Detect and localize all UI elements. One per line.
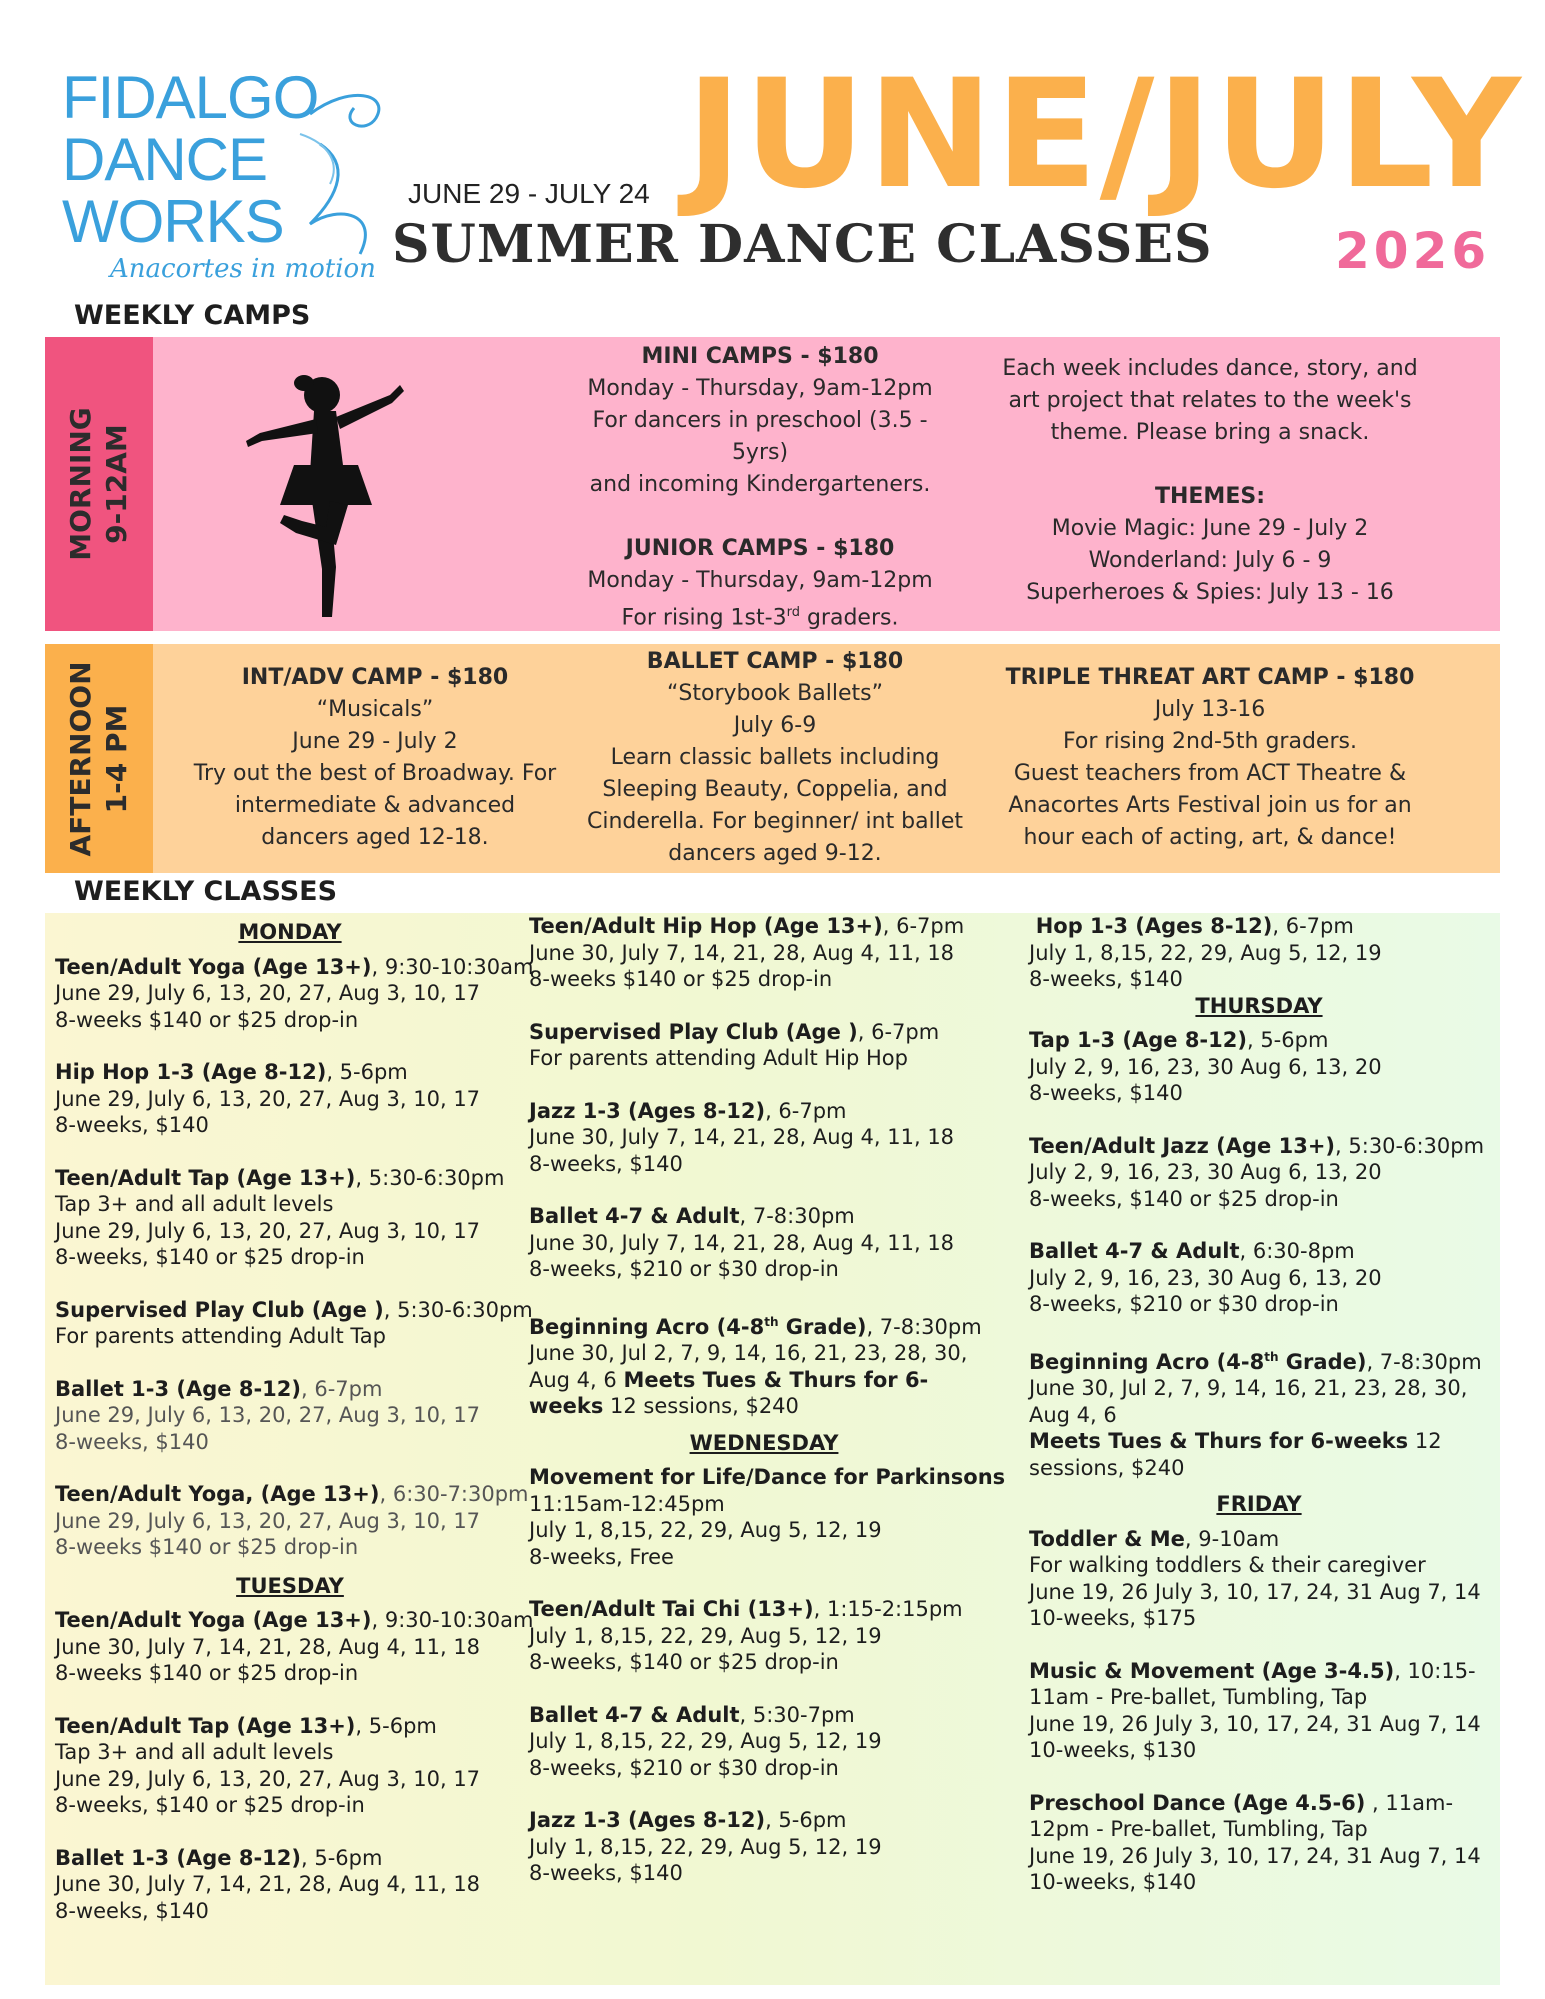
class-detail: July 1, 8,15, 22, 29, Aug 5, 12, 19 [529, 1518, 882, 1542]
class-time: , 6:30-8pm [1239, 1239, 1355, 1263]
class-detail: June 19, 26 July 3, 10, 17, 24, 31 Aug 7, 14 [1029, 1711, 1481, 1736]
class-time: , 5-6pm [765, 1808, 847, 1832]
logo-line-2: DANCE [62, 126, 268, 193]
class-time: , 7-8:30pm [739, 1204, 855, 1228]
day-heading-wednesday: WEDNESDAY [689, 1430, 839, 1455]
class-detail: June 29, July 6, 13, 20, 27, Aug 3, 10, 17 [55, 1086, 481, 1111]
class-detail: Tap 3+ and all adult levels [55, 1740, 334, 1764]
mini-camps-block [565, 341, 955, 634]
class-time: , 6-7pm [301, 1376, 383, 1401]
tuesday-list-a [55, 1607, 534, 1924]
class-detail: June 29, July 6, 13, 20, 27, Aug 3, 10, 17 [55, 1218, 481, 1243]
class-title: Ballet 4-7 & Adult [1029, 1239, 1240, 1263]
class-title: Movement for Life/Dance for Parkinsons [529, 1465, 1006, 1489]
class-detail: 8-weeks, $140 [529, 1151, 683, 1176]
class-entry [55, 1059, 525, 1139]
class-detail: 8-weeks, $140 [55, 1898, 209, 1923]
class-entry [55, 1376, 525, 1456]
monday-list [55, 954, 534, 1561]
logo-line-1: FIDALGO [62, 64, 319, 131]
class-title: Toddler & Me [1029, 1526, 1185, 1551]
class-entry: Beginning Acro (4-8th Grade), 7-8:30pm June 30, Jul 2, 7, 9, 14, 16, 21, 23, 28, 30, Aug 4, 6 Meets Tues & Thurs for 6-weeks 12 sessions, $240 [1029, 1349, 1482, 1480]
class-time: , 5-6pm [326, 1060, 408, 1084]
camp-line: Cinderella. For beginner/ int ballet [586, 809, 964, 834]
class-title: Jazz 1-3 (Ages 8-12) [529, 1098, 766, 1123]
classes-column-2 [529, 913, 1006, 1913]
class-time: , 5-6pm [355, 1713, 437, 1738]
class-detail: 10-weeks, $130 [1029, 1738, 1197, 1762]
class-entry [55, 1713, 525, 1819]
class-title: Teen/Adult Yoga, (Age 13+) [55, 1482, 380, 1506]
class-entry [529, 1464, 1006, 1570]
class-entry [1029, 1133, 1489, 1213]
camp-line: Anacortes Arts Festival join us for an [1008, 793, 1412, 818]
day-heading-tuesday: TUESDAY [236, 1573, 344, 1598]
camp-line: dancers aged 12-18. [261, 825, 489, 850]
class-detail: June 30, July 7, 14, 21, 28, Aug 4, 11, 18 [529, 940, 955, 965]
class-detail: For parents attending Adult Hip Hop [529, 1046, 908, 1070]
year: 2026 [1335, 222, 1491, 280]
ballet-camp-title: BALLET CAMP - $180 [646, 649, 904, 674]
class-title: Jazz 1-3 (Ages 8-12) [529, 1808, 766, 1832]
page-title: JUNE/JULY [686, 48, 1523, 222]
class-detail: July 2, 9, 16, 23, 30 Aug 6, 13, 20 [1029, 1160, 1382, 1184]
ballet-camp-block [575, 646, 975, 870]
theme-line: Superheroes & Spies: July 13 - 16 [1026, 580, 1394, 605]
class-title: Teen/Adult Jazz (Age 13+) [1029, 1133, 1336, 1158]
camp-line: July 6-9 [733, 713, 817, 738]
weekly-camps-heading: WEEKLY CAMPS [74, 300, 311, 331]
afternoon-side [45, 644, 153, 873]
class-time: , 10:15- [1394, 1658, 1476, 1683]
theme-line: Movie Magic: June 29 - July 2 [1051, 516, 1369, 541]
class-detail: July 1, 8,15, 22, 29, Aug 5, 12, 19 [1029, 940, 1382, 965]
tuesday-list-b [529, 913, 999, 1283]
class-detail: 10-weeks, $140 [1029, 1870, 1197, 1894]
classes-column-3 [1029, 913, 1489, 1922]
camp-line: intermediate & advanced [234, 793, 516, 818]
class-detail: 8-weeks, $210 or $30 drop-in [529, 1755, 839, 1780]
class-title: Hip Hop 1-3 (Age 8-12) [55, 1060, 327, 1084]
class-time: , 5:30-6:30pm [355, 1165, 505, 1190]
class-title: Teen/Adult Hip Hop (Age 13+) [529, 914, 883, 938]
camp-line: Learn classic ballets including [610, 745, 940, 770]
class-detail: For parents attending Adult Tap [55, 1324, 386, 1348]
class-detail: July 1, 8,15, 22, 29, Aug 5, 12, 19 [529, 1729, 882, 1753]
date-range: JUNE 29 - JULY 24 [408, 178, 650, 209]
class-time: , 6-7pm [882, 914, 965, 938]
class-time: , 5-6pm [1246, 1028, 1329, 1052]
class-detail: 8-weeks, $140 [55, 1113, 209, 1137]
thursday-list [1029, 1027, 1489, 1318]
logo [62, 64, 392, 288]
class-entry: Beginning Acro (4-8th Grade), 7-8:30pm June 30, Jul 2, 7, 9, 14, 16, 21, 23, 28, 30, Aug 4, 6 Meets Tues & Thurs for 6- weeks 12 sessions, $240 [529, 1314, 982, 1418]
class-time: , 6-7pm [1272, 914, 1354, 938]
class-detail: 8-weeks, $140 or $25 drop-in [55, 1245, 365, 1269]
class-entry [529, 1019, 999, 1072]
class-time: , 1:15-2:15pm [813, 1597, 963, 1621]
afternoon-band [45, 644, 1500, 873]
camp-line: “Storybook Ballets” [667, 681, 883, 706]
class-time: , 6:30-7:30pm [379, 1482, 529, 1506]
ballerina-silhouette-icon [240, 355, 450, 625]
junior-camps-line: For rising 1st-3rd graders. [621, 605, 899, 631]
class-entry [529, 1807, 999, 1887]
class-detail: 8-weeks, $140 [1029, 1081, 1183, 1105]
class-title: Teen/Adult Tai Chi (13+) [529, 1597, 814, 1621]
class-detail: June 30, July 7, 14, 21, 28, Aug 4, 11, 18 [529, 1125, 955, 1149]
class-entry [529, 913, 999, 993]
junior-camps-line: Monday - Thursday, 9am-12pm [587, 568, 933, 593]
weekly-classes-heading: WEEKLY CLASSES [74, 876, 338, 907]
themes-title: THEMES: [1154, 484, 1265, 509]
class-title: Ballet 1-3 (Age 8-12) [55, 1376, 302, 1401]
class-detail: 8-weeks, $140 or $25 drop-in [1029, 1186, 1339, 1211]
afternoon-label: AFTERNOON [64, 660, 97, 857]
class-detail: 8-weeks, $140 [55, 1429, 209, 1454]
class-time: , 6-7pm [765, 1098, 847, 1123]
class-entry [55, 1297, 533, 1350]
class-entry [529, 1596, 999, 1676]
camp-line: hour each of acting, art, & dance! [1023, 825, 1397, 850]
class-entry [55, 1845, 525, 1925]
class-detail: For walking toddlers & their caregiver [1029, 1553, 1426, 1577]
class-title: Ballet 4-7 & Adult [529, 1702, 740, 1727]
class-detail: 8-weeks, Free [529, 1544, 674, 1569]
class-detail: 8-weeks $140 or $25 drop-in [55, 1007, 359, 1032]
camp-line: Try out the best of Broadway. For [193, 761, 557, 786]
class-time: , 5:30-7pm [739, 1702, 855, 1727]
dancer-swirl-icon [280, 74, 398, 264]
page-subtitle: SUMMER DANCE CLASSES [392, 214, 1213, 275]
class-entry [55, 1607, 534, 1687]
class-detail: July 2, 9, 16, 23, 30 Aug 6, 13, 20 [1029, 1054, 1382, 1079]
class-detail: 8-weeks, $210 or $30 drop-in [529, 1257, 839, 1281]
class-title: Teen/Adult Tap (Age 13+) [55, 1165, 356, 1190]
weekly-classes-panel [45, 913, 1500, 1985]
class-title: Hop 1-3 (Ages 8-12) [1035, 914, 1273, 938]
class-time: , 9-10am [1184, 1526, 1280, 1551]
class-title: Teen/Adult Yoga (Age 13+) [55, 1608, 372, 1632]
class-detail: 12pm - Pre-ballet, Tumbling, Tap [1029, 1817, 1368, 1841]
class-title: Ballet 1-3 (Age 8-12) [55, 1845, 302, 1870]
class-detail: July 1, 8,15, 22, 29, Aug 5, 12, 19 [529, 1623, 882, 1648]
class-detail: 8-weeks $140 or $25 drop-in [55, 1535, 359, 1559]
morning-hours: 9-12AM [100, 424, 133, 544]
class-entry [55, 1165, 525, 1271]
class-entry [529, 1203, 999, 1283]
day-heading-monday: MONDAY [238, 920, 342, 944]
mini-camps-line: and incoming Kindergarteners. [589, 472, 931, 497]
class-title: Supervised Play Club (Age ) [529, 1019, 858, 1044]
class-detail: June 29, July 6, 13, 20, 27, Aug 3, 10, 17 [55, 1508, 481, 1533]
class-entry [1029, 1238, 1489, 1318]
class-detail: July 2, 9, 16, 23, 30 Aug 6, 13, 20 [1029, 1265, 1382, 1290]
class-detail: June 29, July 6, 13, 20, 27, Aug 3, 10, 17 [55, 1403, 481, 1427]
camp-line: “Musicals” [316, 697, 434, 722]
class-detail: 11:15am-12:45pm [529, 1491, 725, 1516]
class-entry [55, 1481, 529, 1561]
class-entry [1029, 1658, 1489, 1764]
classes-column-1 [55, 913, 534, 1950]
class-title: Tap 1-3 (Age 8-12) [1029, 1028, 1247, 1052]
class-detail: Tap 3+ and all adult levels [55, 1192, 334, 1216]
class-entry [1029, 1790, 1489, 1896]
mini-camps-line: For dancers in preschool (3.5 - 5yrs) [592, 408, 928, 465]
class-time: , 9:30-10:30am [371, 954, 534, 979]
class-time: , 11am- [1365, 1790, 1454, 1815]
camp-line: June 29 - July 2 [292, 729, 458, 754]
class-detail: June 19, 26 July 3, 10, 17, 24, 31 Aug 7, 14 [1029, 1843, 1481, 1868]
morning-band [45, 337, 1500, 631]
class-title: Supervised Play Club (Age ) [55, 1297, 384, 1322]
class-time: , 5:30-6:30pm [383, 1297, 533, 1322]
friday-list [1029, 1526, 1489, 1896]
class-entry [529, 1702, 999, 1782]
logo-line-3: WORKS [62, 188, 284, 255]
mini-camps-line: Monday - Thursday, 9am-12pm [587, 376, 933, 401]
camps-info-block [1000, 353, 1420, 609]
triple-threat-camp-title: TRIPLE THREAT ART CAMP - $180 [1005, 665, 1415, 690]
class-detail: June 29, July 6, 13, 20, 27, Aug 3, 10, 17 [55, 981, 481, 1005]
junior-camps-title: JUNIOR CAMPS - $180 [625, 536, 895, 561]
class-detail: 8-weeks, $140 or $25 drop-in [529, 1650, 839, 1674]
camp-line: dancers aged 9-12. [668, 841, 882, 866]
class-time: , 5:30-6:30pm [1335, 1133, 1485, 1158]
morning-side [45, 337, 153, 631]
info-line: art project that relates to the week's [1008, 388, 1412, 413]
mini-camps-title: MINI CAMPS - $180 [641, 344, 879, 369]
class-title: Ballet 4-7 & Adult [529, 1204, 740, 1228]
class-time: , 6-7pm [857, 1019, 940, 1044]
info-line: theme. Please bring a snack. [1050, 420, 1370, 445]
camp-line: For rising 2nd-5th graders. [1063, 729, 1357, 754]
wed-hop-entry [1029, 913, 1489, 993]
class-entry [55, 954, 534, 1034]
class-title: Music & Movement (Age 3-4.5) [1029, 1658, 1395, 1683]
class-detail: 8-weeks, $140 [529, 1861, 683, 1885]
class-detail: 8-weeks $140 or $25 drop-in [55, 1661, 359, 1685]
class-detail: 8-weeks, $140 [1029, 967, 1183, 991]
class-time: , 5-6pm [301, 1845, 383, 1870]
class-detail: June 29, July 6, 13, 20, 27, Aug 3, 10, 17 [55, 1766, 481, 1791]
class-detail: June 30, July 7, 14, 21, 28, Aug 4, 11, 18 [55, 1872, 481, 1896]
camp-line: Sleeping Beauty, Coppelia, and [602, 777, 948, 802]
class-detail: 8-weeks, $140 or $25 drop-in [55, 1793, 365, 1817]
triple-threat-camp-block [1000, 662, 1420, 854]
wednesday-list [529, 1464, 1006, 1887]
class-entry [529, 1098, 999, 1178]
intadv-camp-title: INT/ADV CAMP - $180 [241, 665, 509, 690]
camp-line: Guest teachers from ACT Theatre & [1013, 761, 1407, 786]
class-title: Preschool Dance (Age 4.5-6) [1029, 1790, 1366, 1815]
day-heading-thursday: THURSDAY [1195, 993, 1323, 1018]
class-entry [1029, 913, 1489, 993]
class-entry [1029, 1526, 1489, 1632]
class-detail: 8-weeks, $210 or $30 drop-in [1029, 1292, 1339, 1316]
class-detail: 10-weeks, $175 [1029, 1606, 1197, 1630]
class-detail: July 1, 8,15, 22, 29, Aug 5, 12, 19 [529, 1834, 882, 1859]
class-detail: June 30, July 7, 14, 21, 28, Aug 4, 11, 18 [529, 1230, 955, 1255]
camp-line: July 13-16 [1154, 697, 1266, 722]
class-title: Teen/Adult Tap (Age 13+) [55, 1713, 356, 1738]
morning-label: MORNING [64, 407, 97, 561]
theme-line: Wonderland: July 6 - 9 [1088, 548, 1332, 573]
class-entry [1029, 1027, 1489, 1107]
class-detail: 8-weeks $140 or $25 drop-in [529, 967, 833, 991]
logo-tagline: Anacortes in motion [110, 254, 376, 284]
info-line: Each week includes dance, story, and [1002, 356, 1418, 381]
class-detail: June 30, July 7, 14, 21, 28, Aug 4, 11, 18 [55, 1634, 481, 1659]
afternoon-hours: 1-4 PM [100, 704, 133, 813]
day-heading-friday: FRIDAY [1216, 1492, 1302, 1516]
class-title: Teen/Adult Yoga (Age 13+) [55, 954, 372, 979]
class-time: , 9:30-10:30am [371, 1608, 534, 1632]
class-detail: June 19, 26 July 3, 10, 17, 24, 31 Aug 7, 14 [1029, 1579, 1481, 1604]
intadv-camp-block [185, 662, 565, 854]
class-detail: 11am - Pre-ballet, Tumbling, Tap [1029, 1685, 1368, 1709]
